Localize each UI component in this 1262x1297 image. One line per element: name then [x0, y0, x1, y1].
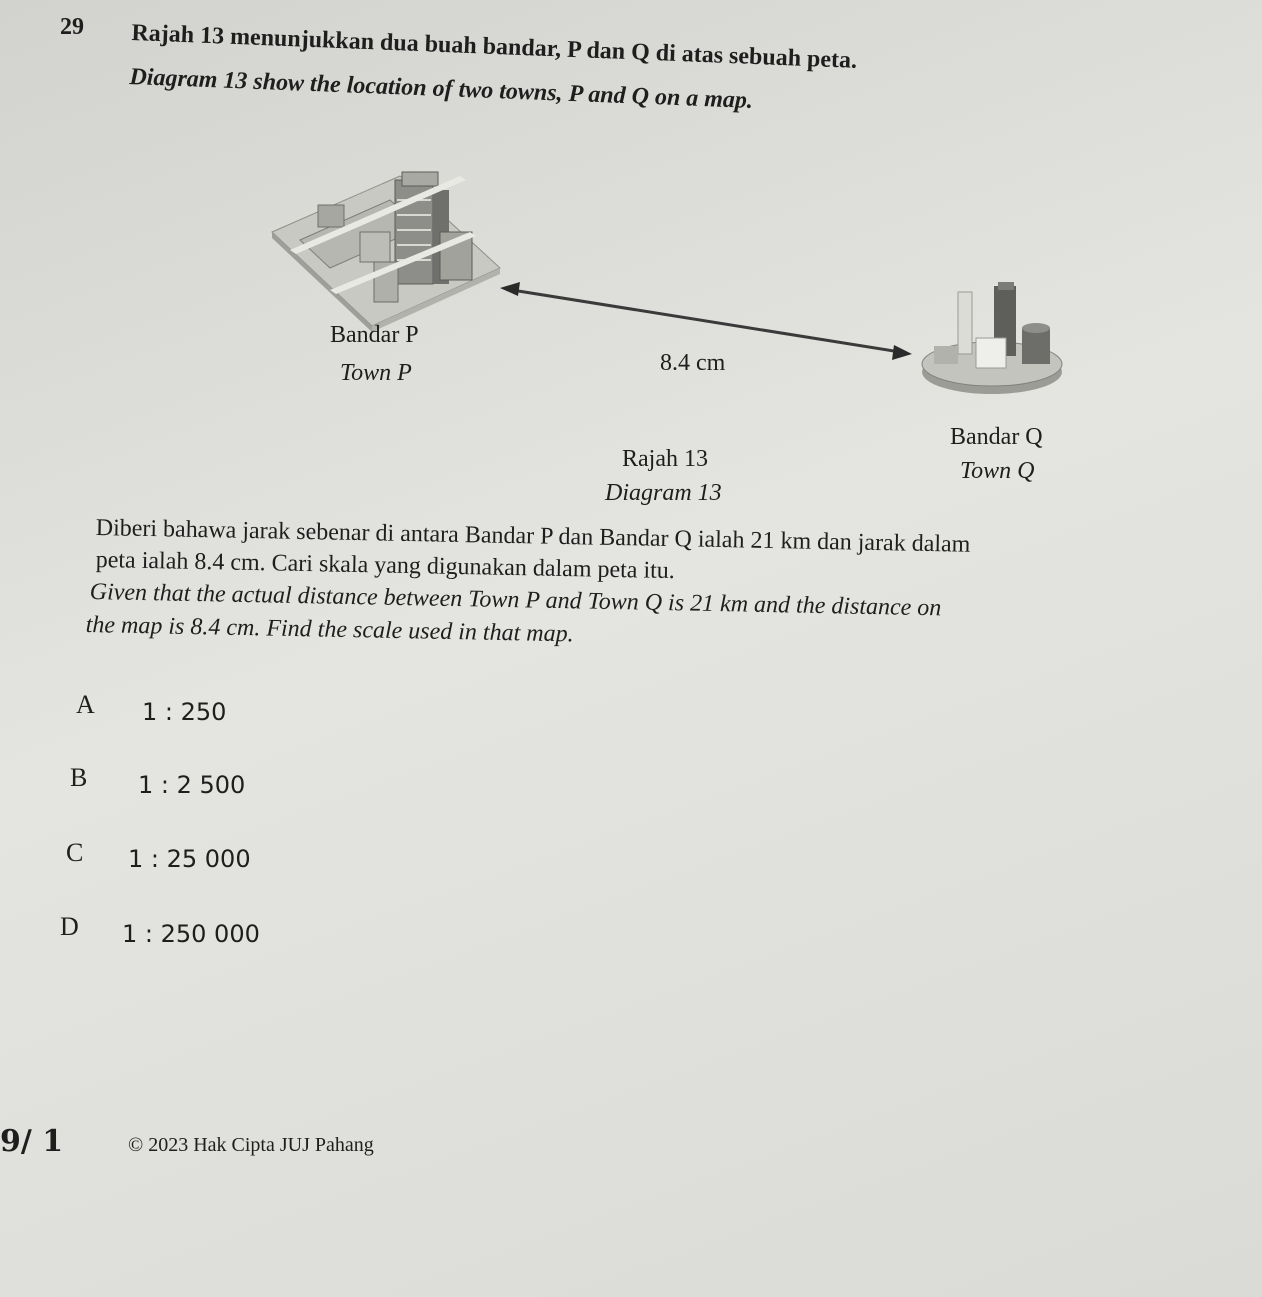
question-body-line-3: Given that the actual distance between Town P and Town Q is 21 km and the distance on	[89, 579, 942, 622]
option-letter: B	[70, 763, 88, 792]
option-letter: D	[60, 912, 79, 941]
option-letter: C	[66, 838, 84, 867]
option-value: 1 : 250 000	[122, 920, 260, 948]
diagram-caption-malay: Rajah 13	[622, 446, 708, 472]
question-stem-malay: Rajah 13 menunjukkan dua buah bandar, P dan Q di atas sebuah peta.	[131, 20, 858, 74]
question-body-line-4: the map is 8.4 cm. Find the scale used in that map.	[85, 612, 574, 648]
option-letter: A	[76, 690, 95, 719]
town-q-label-english: Town Q	[960, 458, 1035, 484]
town-p-illustration	[272, 172, 500, 332]
option-value: 1 : 25 000	[128, 845, 251, 873]
question-number: 29	[60, 14, 84, 40]
town-p-label-malay: Bandar P	[330, 322, 419, 348]
diagram-caption-english: Diagram 13	[605, 480, 722, 506]
map-distance-label: 8.4 cm	[660, 350, 726, 376]
question-body-line-1: Diberi bahawa jarak sebenar di antara Bandar P dan Bandar Q ialah 21 km dan jarak dalam	[95, 515, 971, 558]
page-number: 9/ 1	[0, 1124, 64, 1159]
question-stem-english: Diagram 13 show the location of two towns, P and Q on a map.	[129, 64, 754, 114]
option-value: 1 : 250	[142, 698, 227, 726]
town-q-illustration	[922, 282, 1062, 394]
option-value: 1 : 2 500	[138, 771, 246, 799]
question-body-line-2: peta ialah 8.4 cm. Cari skala yang digunakan dalam peta itu.	[95, 547, 676, 585]
copyright-notice: © 2023 Hak Cipta JUJ Pahang	[128, 1134, 374, 1156]
town-q-label-malay: Bandar Q	[950, 424, 1043, 450]
map-diagram	[0, 0, 1262, 520]
distance-arrow	[500, 282, 912, 360]
town-p-label-english: Town P	[340, 360, 412, 386]
